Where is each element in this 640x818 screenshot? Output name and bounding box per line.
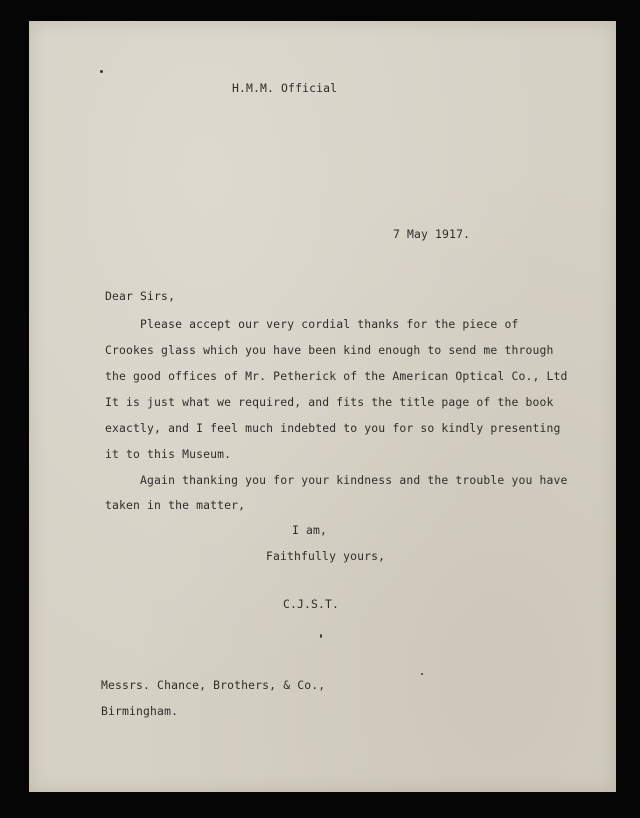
body-line: the good offices of Mr. Petherick of the American Optical Co., Ltd (105, 369, 568, 383)
ink-speck (421, 673, 423, 675)
body-line: Crookes glass which you have been kind enough to send me through (105, 343, 554, 357)
ink-speck (320, 634, 322, 638)
letter-salutation: Dear Sirs, (105, 289, 176, 303)
letter-signoff: Faithfully yours, (266, 549, 386, 563)
letter-header: H.M.M. Official (232, 81, 338, 95)
body-line: exactly, and I feel much indebted to you for so kindly presenting (105, 421, 561, 435)
ink-speck (100, 70, 103, 73)
body-line: taken in the matter, (105, 498, 246, 512)
recipient-line: Messrs. Chance, Brothers, & Co., (101, 678, 326, 692)
body-line: It is just what we required, and fits the title page of the book (105, 395, 554, 409)
body-line: it to this Museum. (105, 447, 232, 461)
body-line: Please accept our very cordial thanks for the piece of (105, 317, 519, 331)
body-line: Again thanking you for your kindness and the trouble you have (105, 473, 568, 487)
letter-closing: I am, (292, 523, 328, 537)
letter-date: 7 May 1917. (393, 227, 471, 241)
letter-page (29, 21, 616, 792)
letter-initials: C.J.S.T. (283, 597, 340, 611)
recipient-line: Birmingham. (101, 704, 179, 718)
